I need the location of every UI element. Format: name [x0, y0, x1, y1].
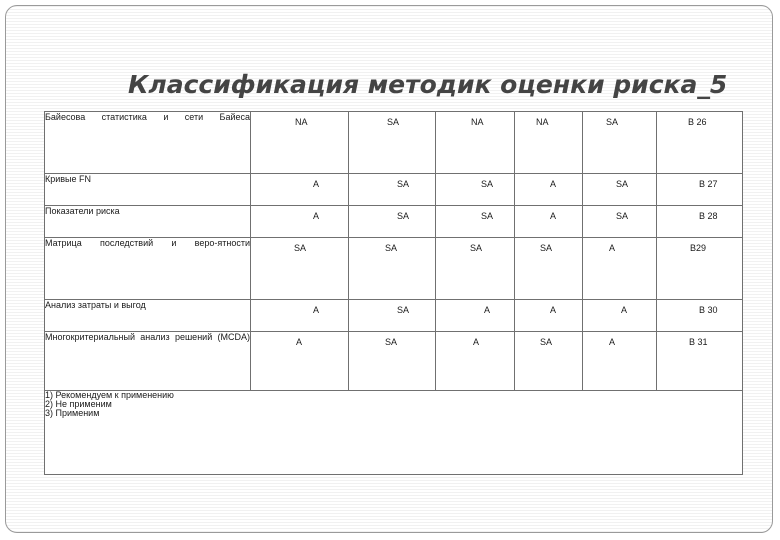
cell-value: SA	[540, 243, 553, 253]
cell-value: NA	[536, 117, 549, 127]
cell-value: B29	[690, 243, 707, 253]
table-cell	[657, 300, 743, 332]
table-cell	[436, 300, 515, 332]
table-cell	[583, 206, 657, 238]
table-cell	[349, 332, 436, 391]
cell-value: SA	[616, 179, 629, 189]
table-cell	[583, 238, 657, 300]
table-cell	[349, 238, 436, 300]
cell-value: SA	[385, 243, 398, 253]
table-cell	[657, 332, 743, 391]
cell-value: A	[296, 337, 303, 347]
cell-value: NA	[295, 117, 308, 127]
table-cell	[251, 332, 349, 391]
cell-value: A	[484, 305, 491, 315]
cell-value: SA	[606, 117, 619, 127]
cell-value: B 28	[699, 211, 718, 221]
slide-title: Классификация методик оценки риска_5	[128, 70, 728, 99]
cell-value: SA	[397, 211, 410, 221]
cell-value: B 27	[699, 179, 718, 189]
table-row	[45, 174, 743, 206]
table-cell	[349, 112, 436, 174]
table-cell	[515, 206, 583, 238]
cell-value: SA	[385, 337, 398, 347]
table-row	[45, 300, 743, 332]
cell-value: B 31	[689, 337, 708, 347]
cell-value: B 30	[699, 305, 718, 315]
table-cell	[436, 238, 515, 300]
table-cell	[349, 174, 436, 206]
table-cell	[657, 112, 743, 174]
method-label: Показатели риска	[45, 206, 251, 238]
table-cell	[436, 112, 515, 174]
table-cell	[657, 206, 743, 238]
method-label: Матрица последствий и веро-ятности	[45, 238, 251, 300]
table-cell	[583, 174, 657, 206]
table-row	[45, 332, 743, 391]
cell-value: A	[550, 305, 557, 315]
table-cell	[583, 112, 657, 174]
cell-value: SA	[387, 117, 400, 127]
cell-value: NA	[471, 117, 484, 127]
cell-value: A	[313, 211, 320, 221]
table-cell	[436, 174, 515, 206]
cell-value: A	[473, 337, 480, 347]
cell-value: SA	[397, 305, 410, 315]
cell-value: SA	[540, 337, 553, 347]
table-cell	[251, 238, 349, 300]
legend-row	[45, 391, 743, 475]
cell-value: A	[313, 305, 320, 315]
table-cell	[251, 112, 349, 174]
cell-value: SA	[294, 243, 307, 253]
cell-value: A	[609, 337, 616, 347]
cell-value: A	[313, 179, 320, 189]
table-cell	[515, 300, 583, 332]
cell-value: B 26	[688, 117, 707, 127]
method-label: Многокритериальный анализ решений (MCDA)	[45, 332, 251, 391]
table-cell	[515, 238, 583, 300]
table-cell	[657, 174, 743, 206]
cell-value: A	[621, 305, 628, 315]
method-label: Кривые FN	[45, 174, 251, 206]
table-cell	[515, 174, 583, 206]
legend-item: 3) Применим	[45, 408, 100, 418]
table-cell	[657, 238, 743, 300]
method-label: Байесова статистика и сети Байеса	[45, 112, 251, 174]
legend-item: 2) Не применим	[45, 399, 112, 409]
table-cell	[251, 174, 349, 206]
cell-value: SA	[397, 179, 410, 189]
cell-value: A	[550, 211, 557, 221]
table-cell	[349, 206, 436, 238]
legend-cell	[45, 391, 743, 475]
cell-value: SA	[481, 211, 494, 221]
cell-value: A	[550, 179, 557, 189]
table-cell	[251, 300, 349, 332]
cell-value: SA	[481, 179, 494, 189]
table-cell	[436, 332, 515, 391]
method-label: Анализ затраты и выгод	[45, 300, 251, 332]
table-row	[45, 238, 743, 300]
cell-value: SA	[470, 243, 483, 253]
classification-table	[44, 111, 743, 475]
table-cell	[436, 206, 515, 238]
table-row	[45, 112, 743, 174]
table-cell	[515, 332, 583, 391]
cell-value: A	[609, 243, 616, 253]
table-cell	[251, 206, 349, 238]
table-cell	[583, 332, 657, 391]
table-cell	[583, 300, 657, 332]
table-cell	[349, 300, 436, 332]
legend-item: 1) Рекомендуем к применению	[45, 390, 174, 400]
cell-value: SA	[616, 211, 629, 221]
table-cell	[515, 112, 583, 174]
table-row	[45, 206, 743, 238]
